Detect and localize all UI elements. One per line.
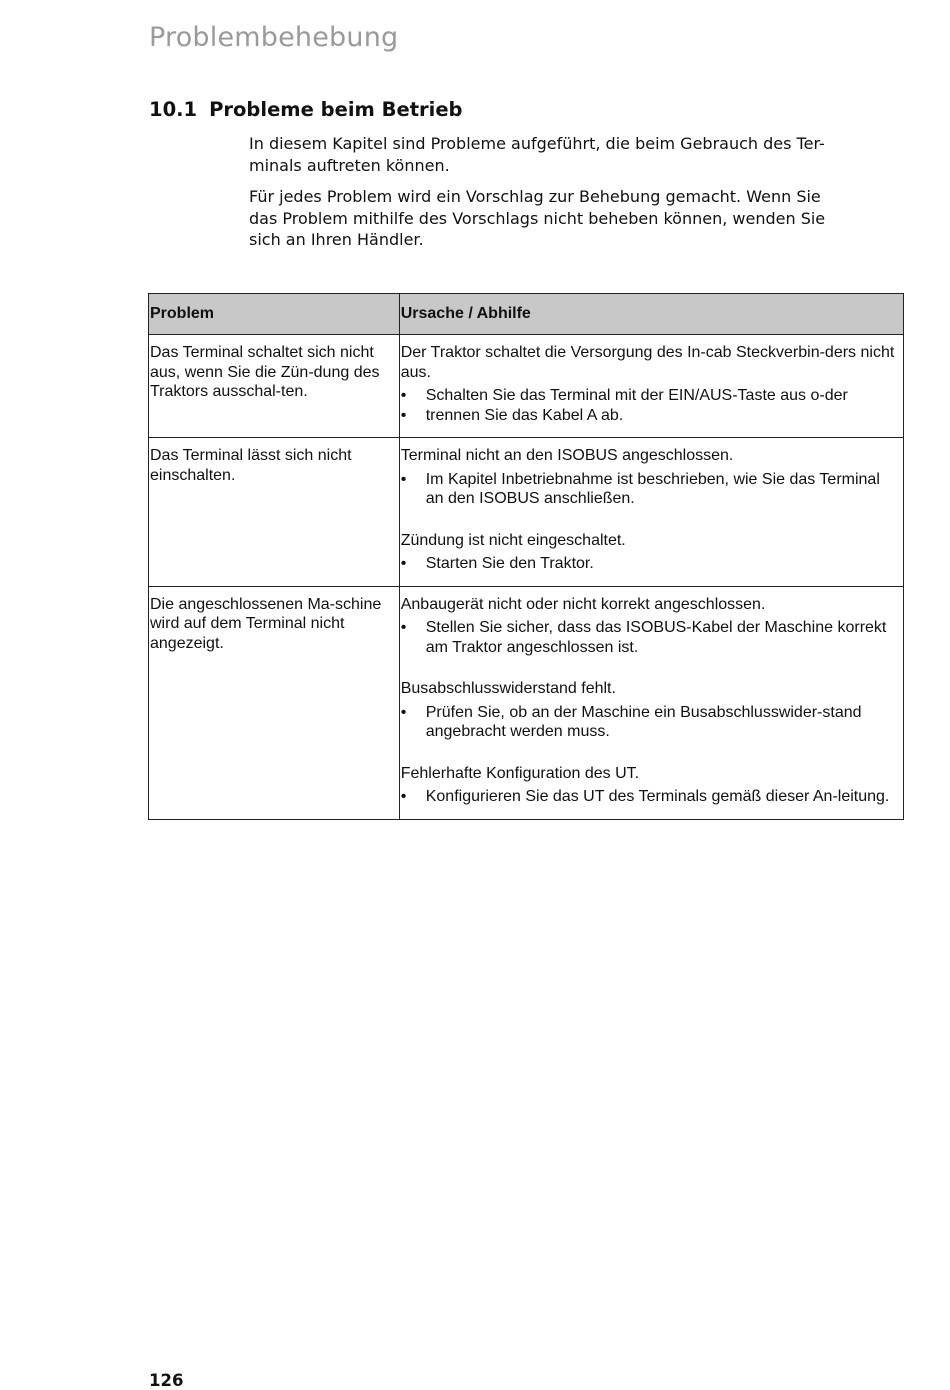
section-number: 10.1 [149, 98, 198, 121]
bullet-icon: • [400, 788, 407, 805]
table-row [149, 438, 904, 587]
cause-group [401, 764, 901, 807]
intro-text [249, 133, 909, 261]
bullet-icon: • [400, 470, 407, 488]
remedy-item [401, 386, 901, 406]
remedy-text: Starten Sie den Traktor. [425, 555, 594, 572]
remedy-list [401, 703, 901, 742]
problem-cell [149, 586, 400, 819]
bullet-icon: • [400, 703, 407, 721]
remedy-item [401, 406, 901, 426]
cause-remedy-cell [399, 335, 903, 438]
cause-group [401, 343, 901, 425]
remedy-item [401, 787, 901, 807]
cause-text: Anbaugerät nicht oder nicht korrekt angeschlossen. [400, 595, 766, 613]
remedy-text: Schalten Sie das Terminal mit der EIN/AUS-Taste aus o-der [425, 387, 848, 404]
page-number: 126 [149, 1371, 184, 1390]
table-row [149, 586, 904, 819]
bullet-icon: • [400, 387, 407, 404]
cause-text: Terminal nicht an den ISOBUS angeschlossen. [400, 447, 734, 464]
problem-text: Die angeschlossenen Ma-schine wird auf dem Terminal nicht angezeigt. [150, 595, 382, 652]
problem-text: Das Terminal lässt sich nicht einschalten. [150, 447, 352, 484]
remedy-list [401, 618, 901, 657]
cause-group [401, 531, 901, 574]
remedy-list [401, 470, 901, 509]
cause-remedy-cell [399, 438, 903, 587]
cause-text: Fehlerhafte Konfiguration des UT. [400, 764, 640, 782]
remedy-text: Stellen Sie sicher, dass das ISOBUS-Kabel der Maschine korrekt am Traktor angeschlossen ist. [425, 619, 887, 656]
remedy-list [401, 386, 901, 425]
troubleshooting-table [148, 293, 904, 820]
remedy-item [401, 470, 901, 509]
intro-paragraph: Für jedes Problem wird ein Vorschlag zur Behebung gemacht. Wenn Sie das Problem mithilfe des Vorschlags nicht beheben können, wenden Sie sich an Ihren Händler. [249, 187, 826, 249]
problem-cell [149, 335, 400, 438]
remedy-item [401, 618, 901, 657]
problem-text: Das Terminal schaltet sich nicht aus, wenn Sie die Zün-dung des Traktors ausschal-ten. [150, 344, 380, 400]
remedy-item [401, 554, 901, 574]
cause-group [401, 679, 901, 742]
running-header-title: Problembehebung [149, 22, 399, 53]
bullet-icon: • [400, 406, 407, 424]
cause-text: Der Traktor schaltet die Versorgung des In-cab Steckverbin-ders nicht aus. [400, 344, 895, 381]
column-header-cause-remedy: Ursache / Abhilfe [399, 294, 903, 335]
problem-cell [149, 438, 400, 587]
remedy-item [401, 703, 901, 742]
cause-group [401, 595, 901, 658]
column-header-problem: Problem [149, 294, 400, 335]
remedy-text: trennen Sie das Kabel A ab. [425, 406, 624, 424]
remedy-text: Im Kapitel Inbetriebnahme ist beschrieben, wie Sie das Terminal an den ISOBUS anschließen. [425, 470, 880, 507]
remedy-list [401, 554, 901, 574]
table-header-row [149, 294, 904, 335]
remedy-list [401, 787, 901, 807]
remedy-text: Prüfen Sie, ob an der Maschine ein Busabschlusswider-stand angebracht werden muss. [425, 703, 862, 740]
table-row [149, 335, 904, 438]
bullet-icon: • [400, 555, 407, 572]
bullet-icon: • [400, 619, 407, 636]
cause-text: Zündung ist nicht eingeschaltet. [400, 531, 626, 549]
cause-group [401, 446, 901, 509]
section-heading [149, 98, 463, 121]
cause-remedy-cell [399, 586, 903, 819]
cause-text: Busabschlusswiderstand fehlt. [400, 680, 616, 697]
remedy-text: Konfigurieren Sie das UT des Terminals gemäß dieser An-leitung. [425, 788, 890, 805]
section-title: Probleme beim Betrieb [209, 98, 463, 121]
intro-paragraph: In diesem Kapitel sind Probleme aufgeführt, die beim Gebrauch des Ter- minals auftreten können. [249, 134, 825, 175]
